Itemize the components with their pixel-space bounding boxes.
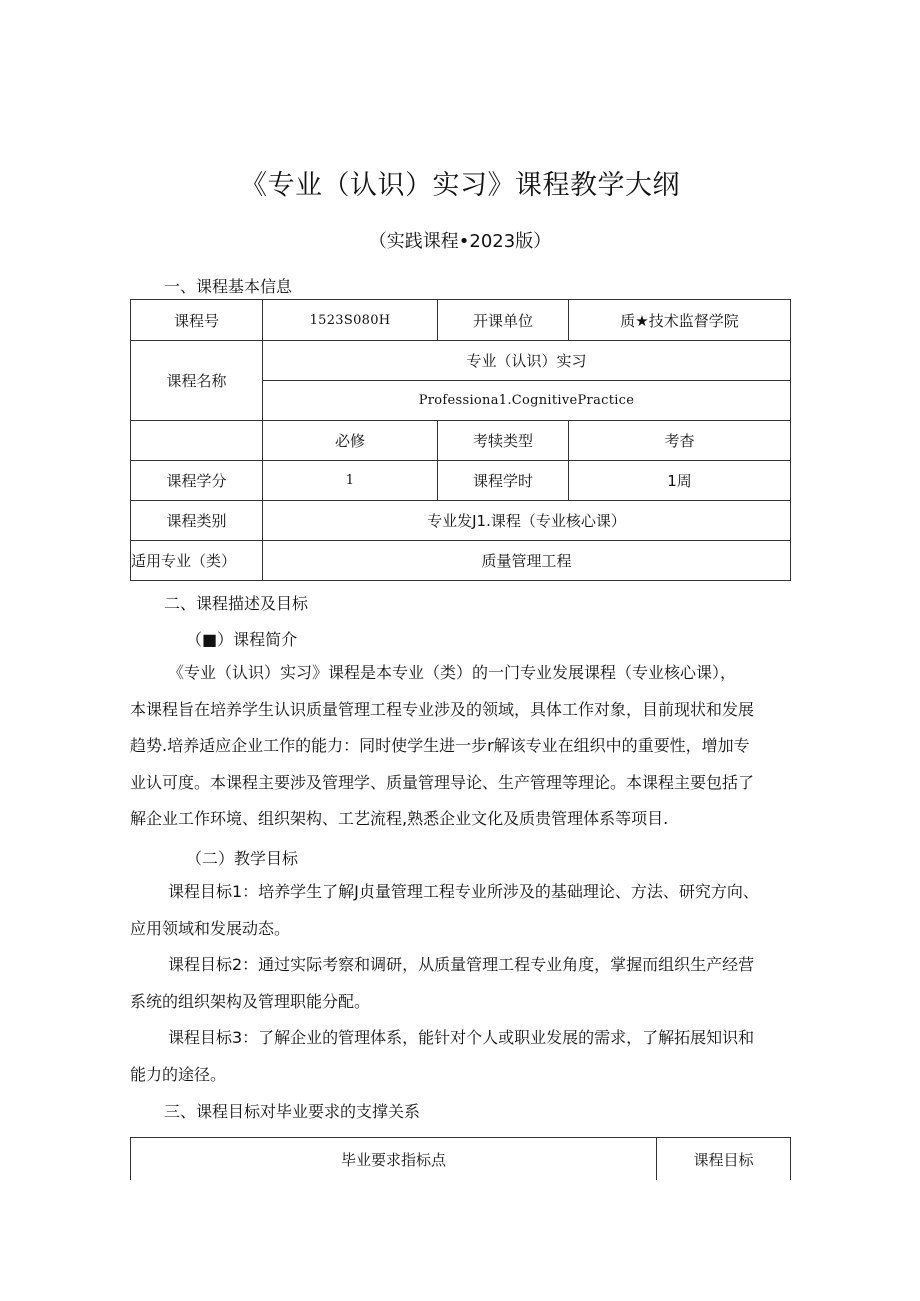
support-col-requirement: 毕业要求指标点 [131,1138,657,1181]
major-label: 适用专业（类） [131,541,263,581]
assess-value: 考杳 [569,421,791,461]
section3-heading: 三、课程目标对毕业要求的支撑关系 [164,1102,421,1121]
course-name-en: Professiona1.CognitivePractice [263,381,791,421]
credit-label: 课程学分 [131,461,263,501]
goal-line: 课程目标2：通过实际考察和调研，从质量管理工程专业角度，掌握而组织生产经营 [168,955,755,974]
goals-heading: （二）教学目标 [186,849,299,868]
goal-line: 系统的组织架构及管理职能分配。 [130,991,371,1011]
goal-line: 能力的途径。 [130,1064,227,1084]
category-label: 课程类别 [131,501,263,541]
intro-line: 业认可度。本课程主要涉及管理学、质量管理导论、生产管理等理论。本课程主要包括了 [130,772,755,792]
intro-line: 解企业工作环境、组织架构、工艺流程,熟悉企业文化及质贵管理体系等项目. [130,809,669,828]
course-name-label: 课程名称 [131,341,263,421]
credit-value: 1 [263,461,438,501]
section2-heading: 二、课程描述及目标 [164,594,309,613]
nature-value: 必修 [263,421,438,461]
intro-heading: （■）课程简介 [186,630,298,649]
course-no-label: 课程号 [131,300,263,341]
major-value: 质量管理工程 [263,541,791,581]
hours-value: 1周 [569,461,791,501]
support-col-goal: 课程目标 [657,1138,791,1181]
assess-label: 考犊类型 [438,421,569,461]
course-name-cn: 专业（认识）实习 [263,341,791,381]
intro-line: 趋势.培养适应企业工作的能力：同时使学生进一步r解该专业在组织中的重要性，增加专 [130,736,750,755]
intro-line: 《专业（认识）实习》课程是本专业（类）的一门专业发展课程（专业核心课）， [168,663,737,682]
goal2-paragraph [130,947,792,1020]
intro-line: 本课程旨在培养学生认识质量管理工程专业涉及的领域，具体工作对象，目前现状和发展 [130,699,755,719]
course-info-table [130,299,791,581]
intro-paragraph [130,655,792,838]
goal-line: 课程目标3：了解企业的管理体系，能针对个人或职业发展的需求，了解拓展知识和 [168,1028,755,1047]
page-title: 《专业（认识）实习》课程教学大纲 [240,170,680,201]
goal1-paragraph [130,874,792,947]
category-value: 专业发J1.课程（专业核心课） [263,501,791,541]
page-subtitle: （实践课程•2023版） [368,231,552,252]
support-table [130,1137,791,1180]
unit-value: 质★技术监督学院 [569,300,791,341]
goal-line: 应用领域和发展动态。 [130,918,291,938]
section1-heading: 一、课程基本信息 [164,277,293,296]
goal3-paragraph [130,1020,792,1093]
goal-line: 课程目标1：培养学生了解J贞量管理工程专业所涉及的基础理论、方法、研究方向、 [168,882,759,901]
hours-label: 课程学时 [438,461,569,501]
unit-label: 开课单位 [438,300,569,341]
nature-label [131,421,263,461]
course-no-value: 1523S080H [263,300,438,341]
